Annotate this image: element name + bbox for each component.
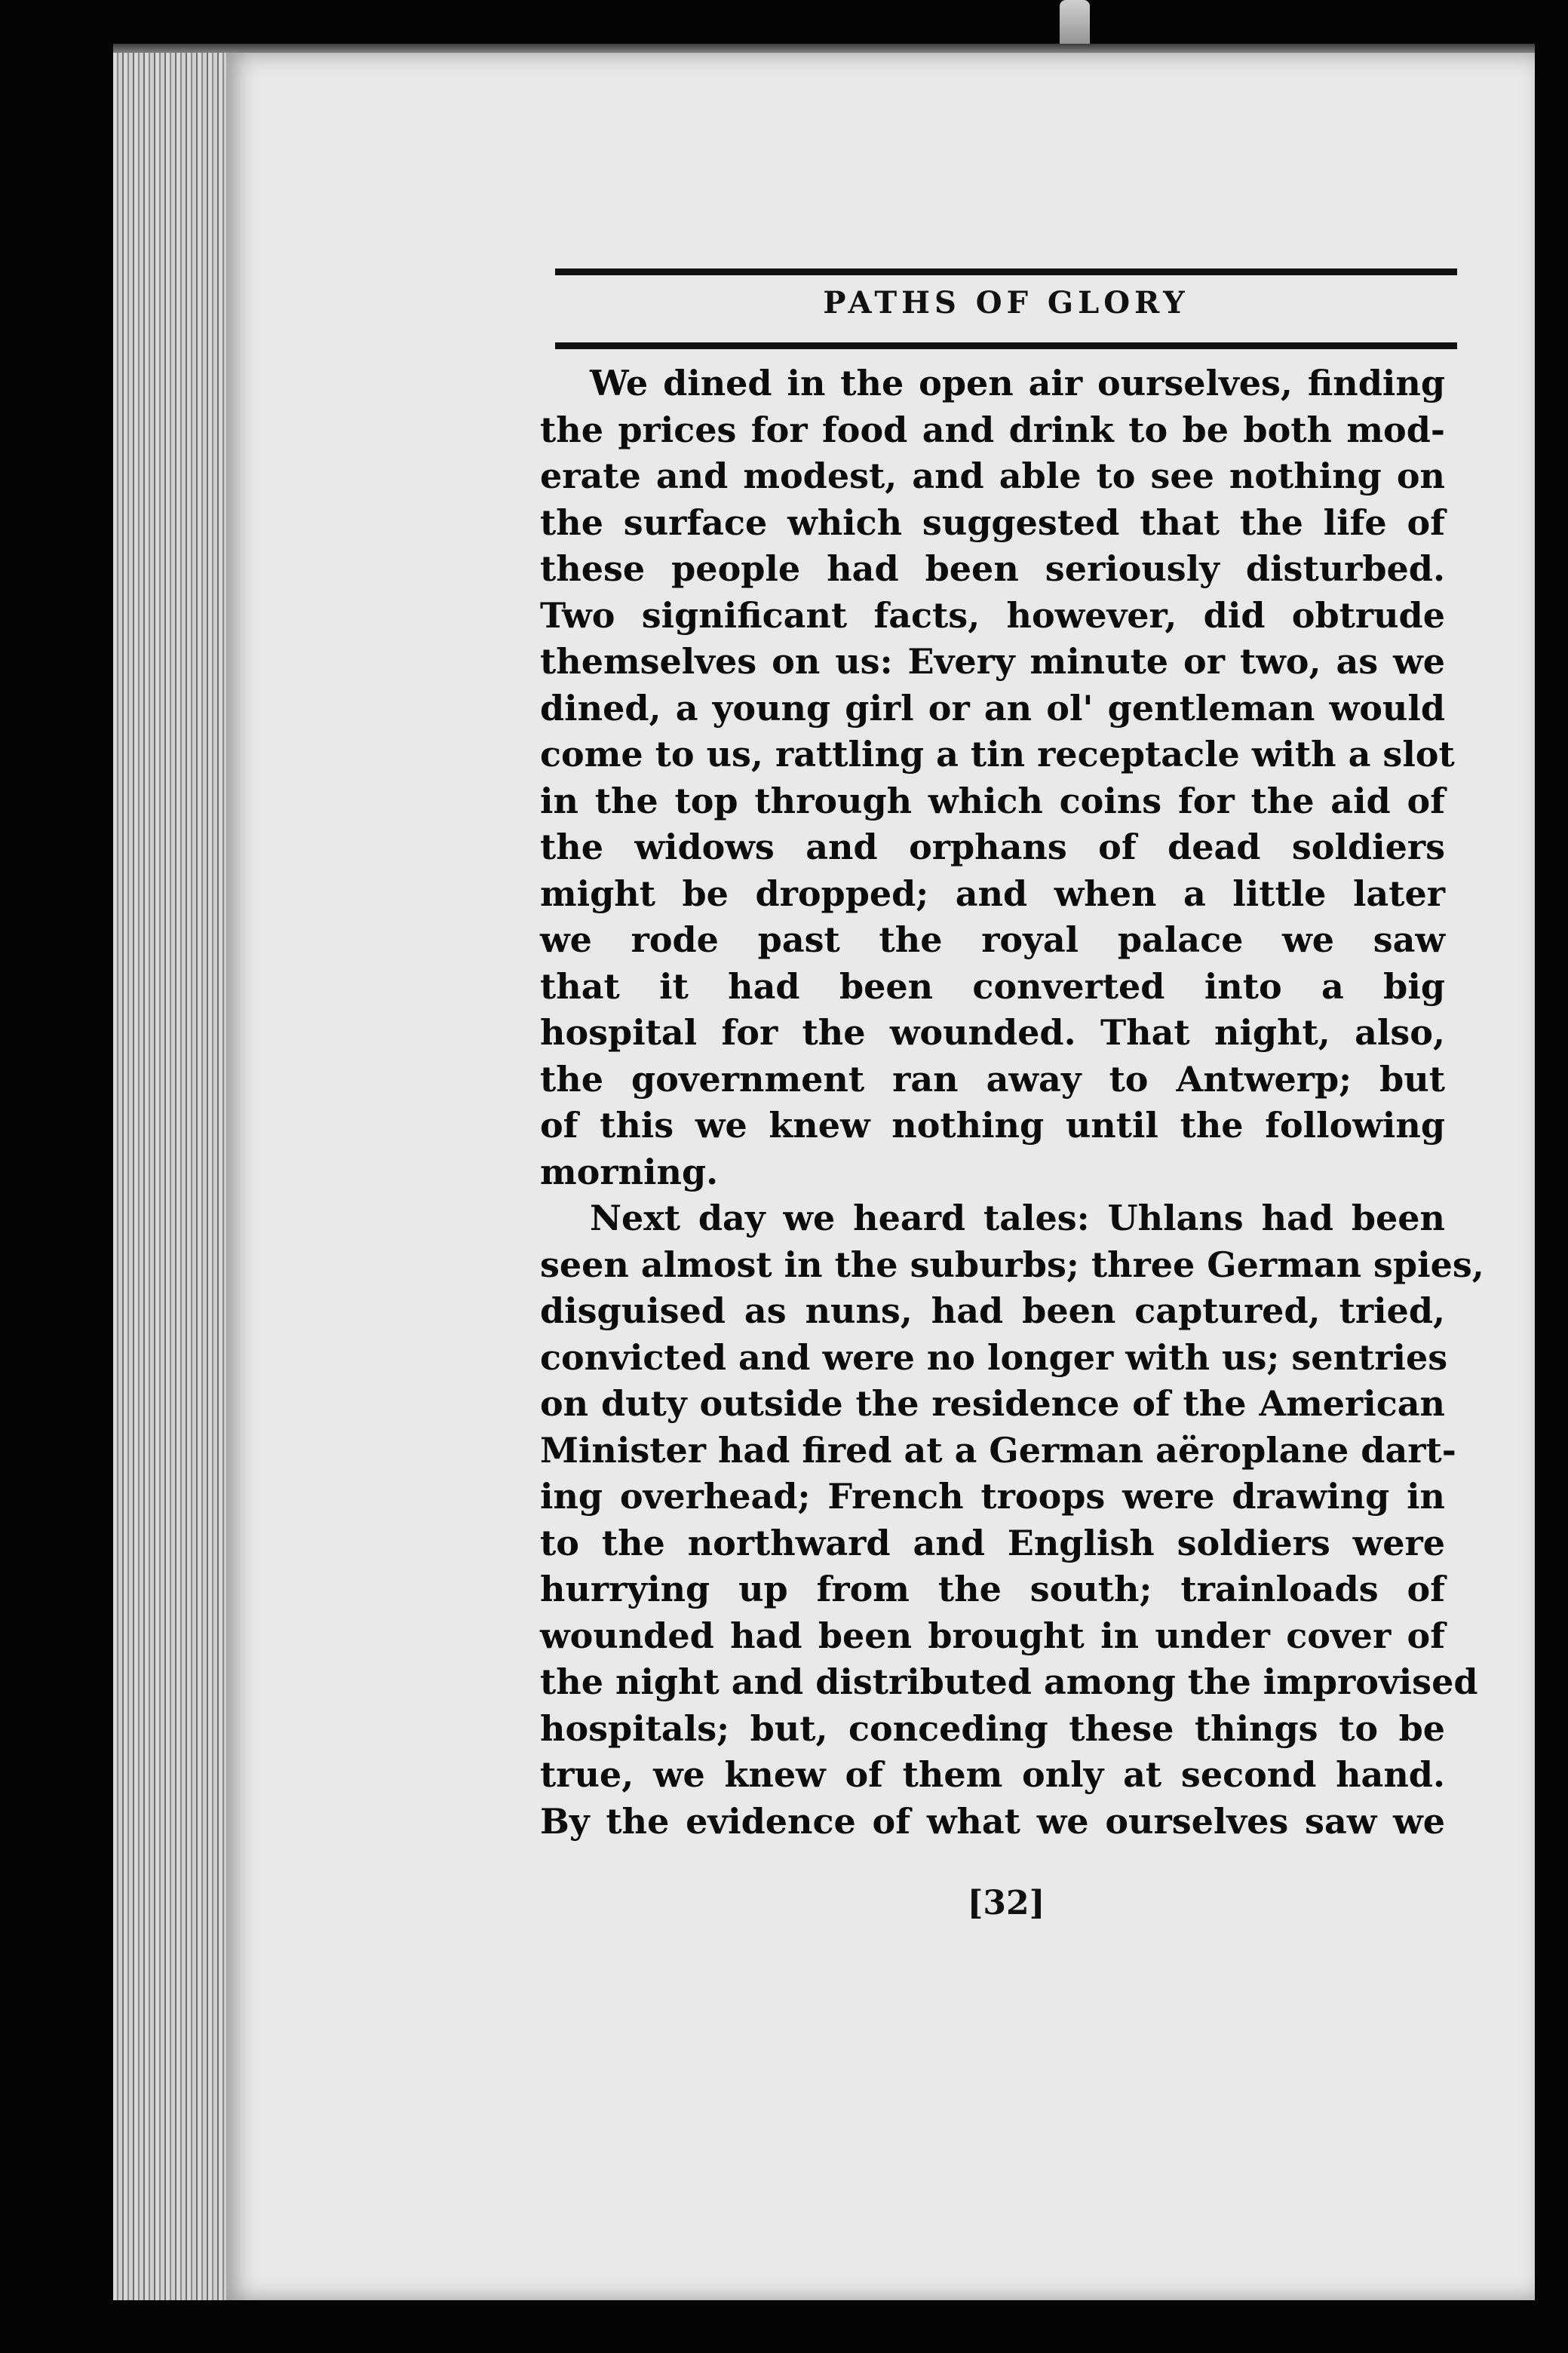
text-line: hurrying up from the south; trainloads of [540, 1569, 1445, 1609]
running-head: PATHS OF GLORY [823, 285, 1189, 321]
text-line: Minister had fired at a German aëroplane dart- [540, 1429, 1456, 1471]
text-line: true, we knew of them only at second hand. [540, 1754, 1445, 1795]
text-line: Two significant facts, however, did obtrude [540, 594, 1445, 636]
text-line: we rode past the royal palace we saw [540, 919, 1445, 960]
paragraph [540, 360, 1455, 1195]
text-line: erate and modest, and able to see nothing on [540, 456, 1445, 496]
text-line: By the evidence of what we ourselves saw we [540, 1800, 1445, 1842]
text-line: ing overhead; French troops were drawing in [540, 1476, 1445, 1517]
text-line: the surface which suggested that the life of [540, 502, 1445, 543]
text-line: these people had been seriously disturbed. [540, 548, 1445, 589]
text-line: that it had been converted into a big [540, 965, 1445, 1007]
text-line: in the top through which coins for the aid of [540, 780, 1445, 821]
text-line: wounded had been brought in under cover of [540, 1615, 1445, 1656]
text-line: hospital for the wounded. That night, also, [540, 1012, 1445, 1053]
text-line: the widows and orphans of dead soldiers [540, 827, 1445, 867]
text-line: themselves on us: Every minute or two, as we [540, 641, 1445, 682]
text-line: come to us, rattling a tin receptacle with a slot [540, 734, 1455, 775]
text-line: disguised as nuns, had been captured, tried, [540, 1290, 1445, 1331]
text-line: convicted and were no longer with us; sentries [540, 1336, 1448, 1378]
text-line: on duty outside the residence of the American [540, 1383, 1445, 1424]
body-text [540, 360, 1484, 1845]
text-line: dined, a young girl or an ol' gentleman would [540, 687, 1445, 729]
text-line: the government ran away to Antwerp; but [540, 1058, 1445, 1100]
text-line: the prices for food and drink to be both mod- [540, 409, 1445, 450]
text-line: Next day we heard tales: Uhlans had been [590, 1198, 1445, 1238]
text-line: morning. [540, 1151, 719, 1192]
text-line: the night and distributed among the improvised [540, 1661, 1478, 1702]
paragraph [540, 1195, 1484, 1845]
page-number: [32] [967, 1884, 1045, 1922]
text-line: to the northward and English soldiers were [540, 1522, 1445, 1563]
header-rule-top [555, 268, 1457, 275]
text-line: We dined in the open air ourselves, finding [590, 363, 1445, 403]
header-rule-bottom [555, 342, 1457, 349]
text-line: hospitals; but, conceding these things to be [540, 1707, 1445, 1749]
text-line: of this we knew nothing until the following [540, 1105, 1445, 1146]
text-line: seen almost in the suburbs; three German spies, [540, 1244, 1484, 1285]
text-line: might be dropped; and when a little later [540, 873, 1445, 914]
